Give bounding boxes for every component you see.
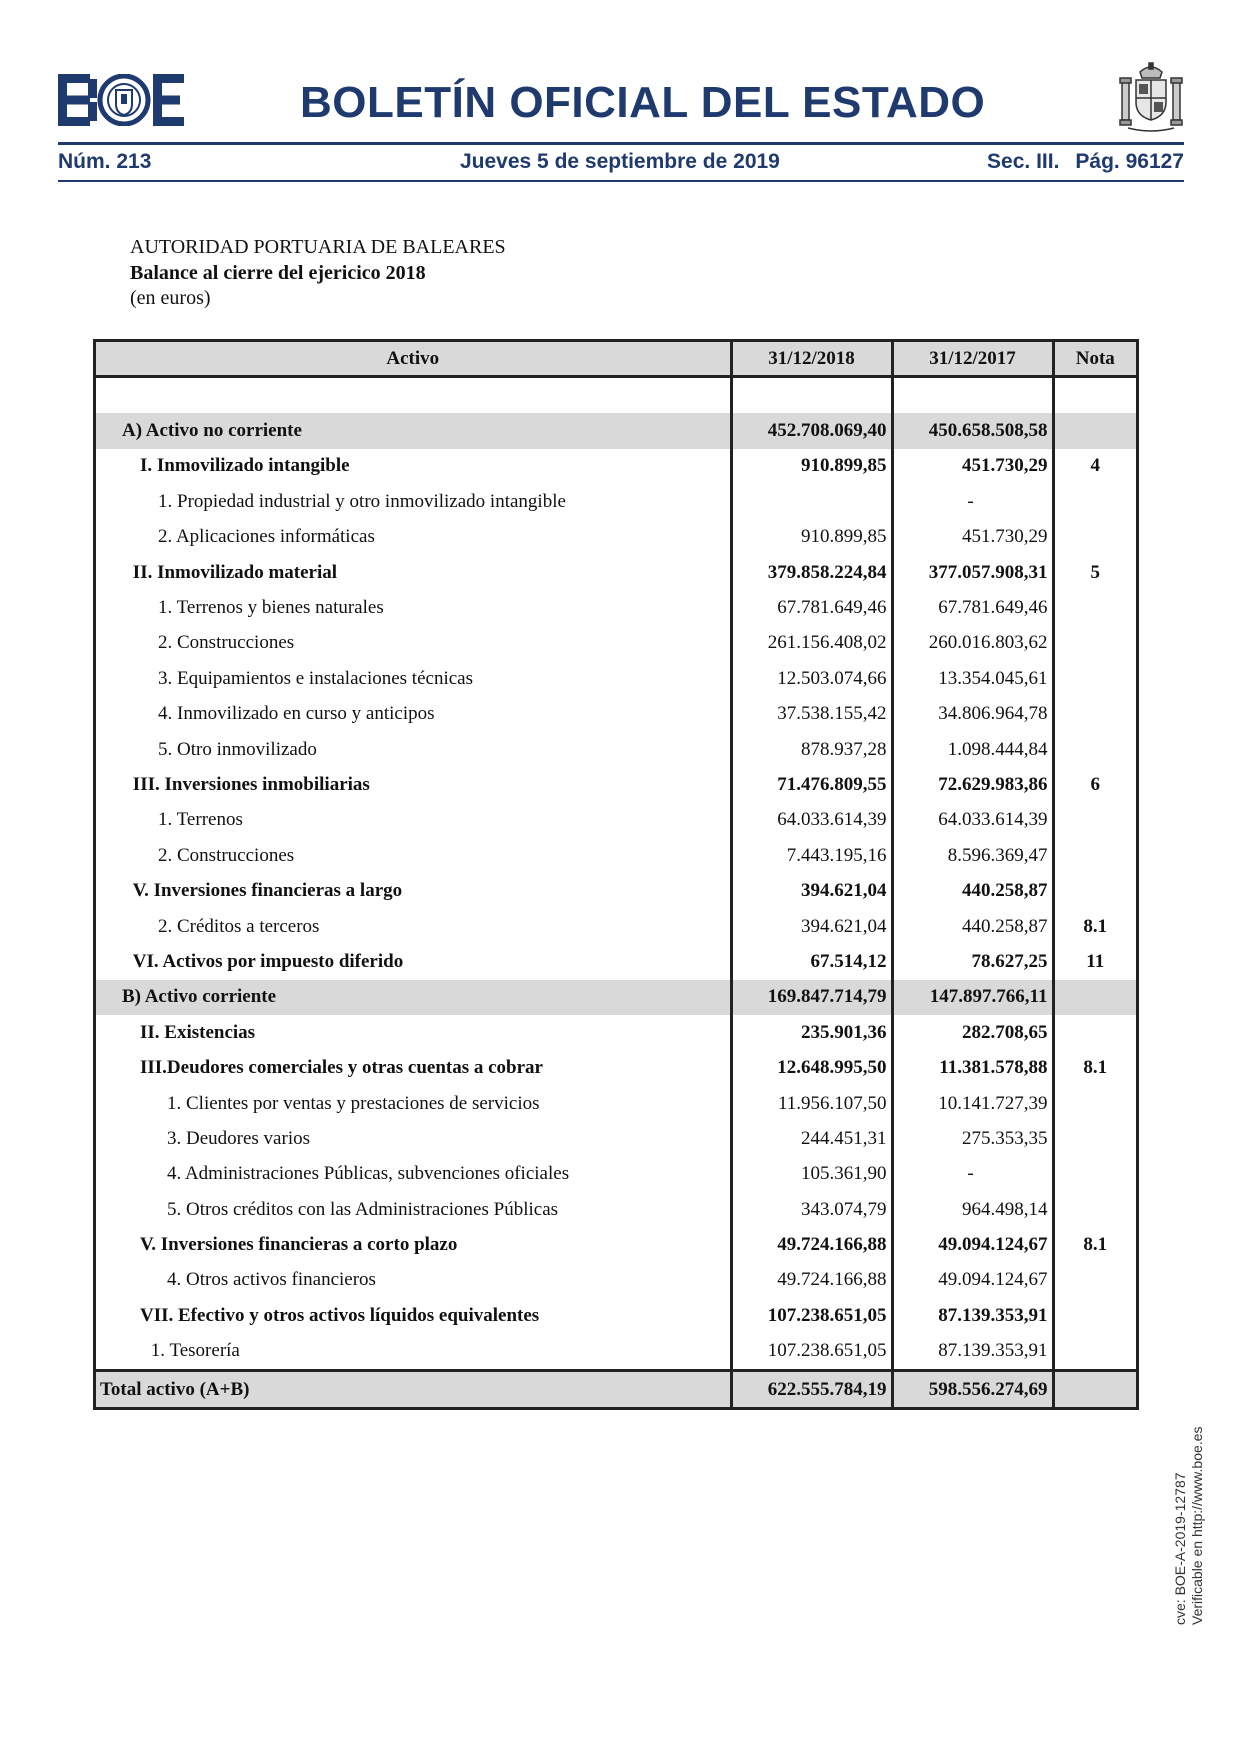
row-value-2017: 260.016.803,62: [892, 626, 1053, 661]
table-spacer-row: [96, 377, 1136, 414]
row-value-2017: 11.381.578,88: [892, 1050, 1053, 1085]
row-nota: [1053, 1086, 1136, 1121]
table-row: [96, 590, 1136, 625]
row-value-2017: 964.498,14: [892, 1192, 1053, 1227]
row-value-2017: -: [892, 1157, 1053, 1192]
row-label: 1. Terrenos y bienes naturales: [158, 597, 384, 619]
row-value-2017: [892, 377, 1053, 414]
row-value-2017: 440.258,87: [892, 909, 1053, 944]
row-nota: [1053, 1263, 1136, 1298]
table-row: [96, 838, 1136, 873]
row-label: [96, 377, 731, 414]
table-row: [96, 1015, 1136, 1050]
row-nota: 8.1: [1053, 1227, 1136, 1262]
row-value-2018: [731, 377, 892, 414]
row-nota: [1053, 661, 1136, 696]
row-nota: [1053, 732, 1136, 767]
row-label: II. Existencias: [140, 1021, 256, 1043]
row-label: III. Inversiones inmobiliarias: [132, 773, 370, 795]
row-label: 4. Inmovilizado en curso y anticipos: [158, 703, 435, 725]
row-value-2017: 282.708,65: [892, 1015, 1053, 1050]
row-nota: [1053, 413, 1136, 448]
row-value-2017: 87.139.353,91: [892, 1298, 1053, 1333]
section-label: Sec. III.: [987, 150, 1060, 173]
cve-code: cve: BOE-A-2019-12787: [1172, 1472, 1188, 1625]
row-value-2018: 64.033.614,39: [731, 803, 892, 838]
row-nota: [1053, 377, 1136, 414]
row-label: VI. Activos por impuesto diferido: [132, 950, 404, 972]
row-value-2018: 7.443.195,16: [731, 838, 892, 873]
units-note: (en euros): [130, 287, 211, 309]
row-label: III.Deudores comerciales y otras cuentas a cobrar: [140, 1057, 543, 1079]
row-label: 3. Equipamientos e instalaciones técnicas: [158, 667, 473, 689]
table-row: [96, 1157, 1136, 1192]
verification-note: [1172, 1427, 1206, 1625]
total-2017: 598.556.274,69: [892, 1370, 1053, 1407]
row-value-2017: 72.629.983,86: [892, 767, 1053, 802]
row-value-2017: 8.596.369,47: [892, 838, 1053, 873]
row-value-2018: 49.724.166,88: [731, 1263, 892, 1298]
row-value-2017: 451.730,29: [892, 520, 1053, 555]
table-row: [96, 413, 1136, 448]
section-page: [987, 150, 1184, 174]
row-value-2018: 71.476.809,55: [731, 767, 892, 802]
total-label: Total activo (A+B): [96, 1370, 731, 1407]
row-value-2018: 12.503.074,66: [731, 661, 892, 696]
row-value-2017: 451.730,29: [892, 449, 1053, 484]
row-value-2017: 87.139.353,91: [892, 1334, 1053, 1371]
header-nota: Nota: [1053, 342, 1136, 377]
table-row: [96, 449, 1136, 484]
header-rule-bottom: [58, 180, 1184, 182]
row-label: 4. Otros activos financieros: [167, 1269, 376, 1291]
row-value-2018: 452.708.069,40: [731, 413, 892, 448]
row-nota: [1053, 1298, 1136, 1333]
table-row: [96, 944, 1136, 979]
row-value-2017: 49.094.124,67: [892, 1263, 1053, 1298]
header-rule-top: [58, 142, 1184, 145]
row-nota: [1053, 838, 1136, 873]
row-nota: [1053, 484, 1136, 519]
table-row: [96, 1227, 1136, 1262]
row-value-2018: 107.238.651,05: [731, 1298, 892, 1333]
row-value-2017: 440.258,87: [892, 873, 1053, 908]
table-row: [96, 555, 1136, 590]
table-body: [96, 377, 1136, 1371]
total-row: [96, 1370, 1136, 1407]
row-nota: [1053, 1192, 1136, 1227]
row-nota: [1053, 590, 1136, 625]
row-value-2017: 10.141.727,39: [892, 1086, 1053, 1121]
table-row: [96, 1050, 1136, 1085]
row-nota: [1053, 626, 1136, 661]
row-value-2018: 12.648.995,50: [731, 1050, 892, 1085]
row-nota: [1053, 1121, 1136, 1156]
table-row: [96, 803, 1136, 838]
row-nota: [1053, 697, 1136, 732]
balance-grid: [96, 342, 1136, 1407]
row-value-2018: 49.724.166,88: [731, 1227, 892, 1262]
row-nota: 4: [1053, 449, 1136, 484]
table-row: [96, 1086, 1136, 1121]
row-value-2017: 1.098.444,84: [892, 732, 1053, 767]
row-label: 5. Otros créditos con las Administraciones Públicas: [167, 1198, 559, 1220]
coat-of-arms-icon: [1118, 62, 1184, 132]
table-row: [96, 626, 1136, 661]
row-value-2018: 67.514,12: [731, 944, 892, 979]
row-nota: [1053, 873, 1136, 908]
row-nota: [1053, 1334, 1136, 1371]
table-row: [96, 980, 1136, 1015]
row-value-2018: 379.858.224,84: [731, 555, 892, 590]
table-row: [96, 484, 1136, 519]
row-label: V. Inversiones financieras a largo: [132, 880, 403, 902]
row-label: 5. Otro inmovilizado: [158, 738, 317, 760]
row-label: 3. Deudores varios: [167, 1127, 310, 1149]
row-label: A) Activo no corriente: [96, 413, 731, 448]
verification-url: Verificable en http://www.boe.es: [1189, 1426, 1205, 1625]
issue-number: Núm. 213: [58, 150, 152, 173]
table-row: [96, 767, 1136, 802]
header-2018: 31/12/2018: [731, 342, 892, 377]
table-row: [96, 1334, 1136, 1371]
row-value-2017: 377.057.908,31: [892, 555, 1053, 590]
row-nota: [1053, 1157, 1136, 1192]
row-value-2018: 11.956.107,50: [731, 1086, 892, 1121]
row-nota: 5: [1053, 555, 1136, 590]
row-value-2018: [731, 484, 892, 519]
row-value-2017: 147.897.766,11: [892, 980, 1053, 1015]
row-nota: [1053, 1015, 1136, 1050]
table-row: [96, 1192, 1136, 1227]
row-label: V. Inversiones financieras a corto plazo: [140, 1234, 458, 1256]
row-label: 4. Administraciones Públicas, subvenciones oficiales: [167, 1163, 570, 1185]
row-value-2018: 244.451,31: [731, 1121, 892, 1156]
organization-name: AUTORIDAD PORTUARIA DE BALEARES: [130, 236, 506, 258]
row-nota: [1053, 520, 1136, 555]
row-value-2018: 37.538.155,42: [731, 697, 892, 732]
row-nota: 6: [1053, 767, 1136, 802]
row-label: 2. Construcciones: [158, 844, 295, 866]
table-row: [96, 1298, 1136, 1333]
publication-title: BOLETÍN OFICIAL DEL ESTADO: [300, 78, 986, 127]
document-title: Balance al cierre del ejericico 2018: [130, 262, 426, 284]
row-value-2017: 450.658.508,58: [892, 413, 1053, 448]
balance-table: [93, 339, 1139, 1410]
row-value-2018: 878.937,28: [731, 732, 892, 767]
table-row: [96, 732, 1136, 767]
row-label: 2. Construcciones: [158, 632, 295, 654]
row-value-2018: 67.781.649,46: [731, 590, 892, 625]
row-value-2018: 169.847.714,79: [731, 980, 892, 1015]
row-label: 1. Tesorería: [150, 1340, 240, 1362]
boe-logo: [58, 74, 184, 126]
row-value-2017: 13.354.045,61: [892, 661, 1053, 696]
row-value-2017: 64.033.614,39: [892, 803, 1053, 838]
row-label: 1. Terrenos: [158, 809, 243, 831]
issue-date: Jueves 5 de septiembre de 2019: [460, 150, 780, 173]
row-nota: 8.1: [1053, 909, 1136, 944]
row-value-2018: 910.899,85: [731, 449, 892, 484]
row-nota: 11: [1053, 944, 1136, 979]
row-value-2018: 235.901,36: [731, 1015, 892, 1050]
row-value-2017: 275.353,35: [892, 1121, 1053, 1156]
row-value-2017: 34.806.964,78: [892, 697, 1053, 732]
row-label: 1. Propiedad industrial y otro inmovilizado intangible: [158, 490, 566, 512]
total-nota: [1053, 1370, 1136, 1407]
row-label: 2. Aplicaciones informáticas: [158, 526, 375, 548]
row-value-2017: -: [892, 484, 1053, 519]
row-label: I. Inmovilizado intangible: [140, 455, 350, 477]
table-row: [96, 661, 1136, 696]
row-value-2018: 105.361,90: [731, 1157, 892, 1192]
table-row: [96, 909, 1136, 944]
row-value-2018: 261.156.408,02: [731, 626, 892, 661]
row-label: VII. Efectivo y otros activos líquidos equivalentes: [140, 1304, 540, 1326]
row-nota: [1053, 980, 1136, 1015]
table-header-row: [96, 342, 1136, 377]
row-nota: [1053, 803, 1136, 838]
table-row: [96, 697, 1136, 732]
total-2018: 622.555.784,19: [731, 1370, 892, 1407]
row-value-2017: 78.627,25: [892, 944, 1053, 979]
header-2017: 31/12/2017: [892, 342, 1053, 377]
header-activo: Activo: [96, 342, 731, 377]
row-label: 2. Créditos a terceros: [158, 915, 320, 937]
table-row: [96, 873, 1136, 908]
row-value-2018: 394.621,04: [731, 909, 892, 944]
row-label: II. Inmovilizado material: [132, 561, 338, 583]
table-row: [96, 1263, 1136, 1298]
row-label: B) Activo corriente: [96, 980, 731, 1015]
table-row: [96, 1121, 1136, 1156]
row-value-2017: 67.781.649,46: [892, 590, 1053, 625]
row-nota: 8.1: [1053, 1050, 1136, 1085]
row-label: 1. Clientes por ventas y prestaciones de servicios: [167, 1092, 540, 1114]
row-value-2018: 910.899,85: [731, 520, 892, 555]
row-value-2018: 394.621,04: [731, 873, 892, 908]
page-label: Pág. 96127: [1075, 150, 1184, 173]
row-value-2017: 49.094.124,67: [892, 1227, 1053, 1262]
row-value-2018: 343.074,79: [731, 1192, 892, 1227]
table-row: [96, 520, 1136, 555]
row-value-2018: 107.238.651,05: [731, 1334, 892, 1371]
